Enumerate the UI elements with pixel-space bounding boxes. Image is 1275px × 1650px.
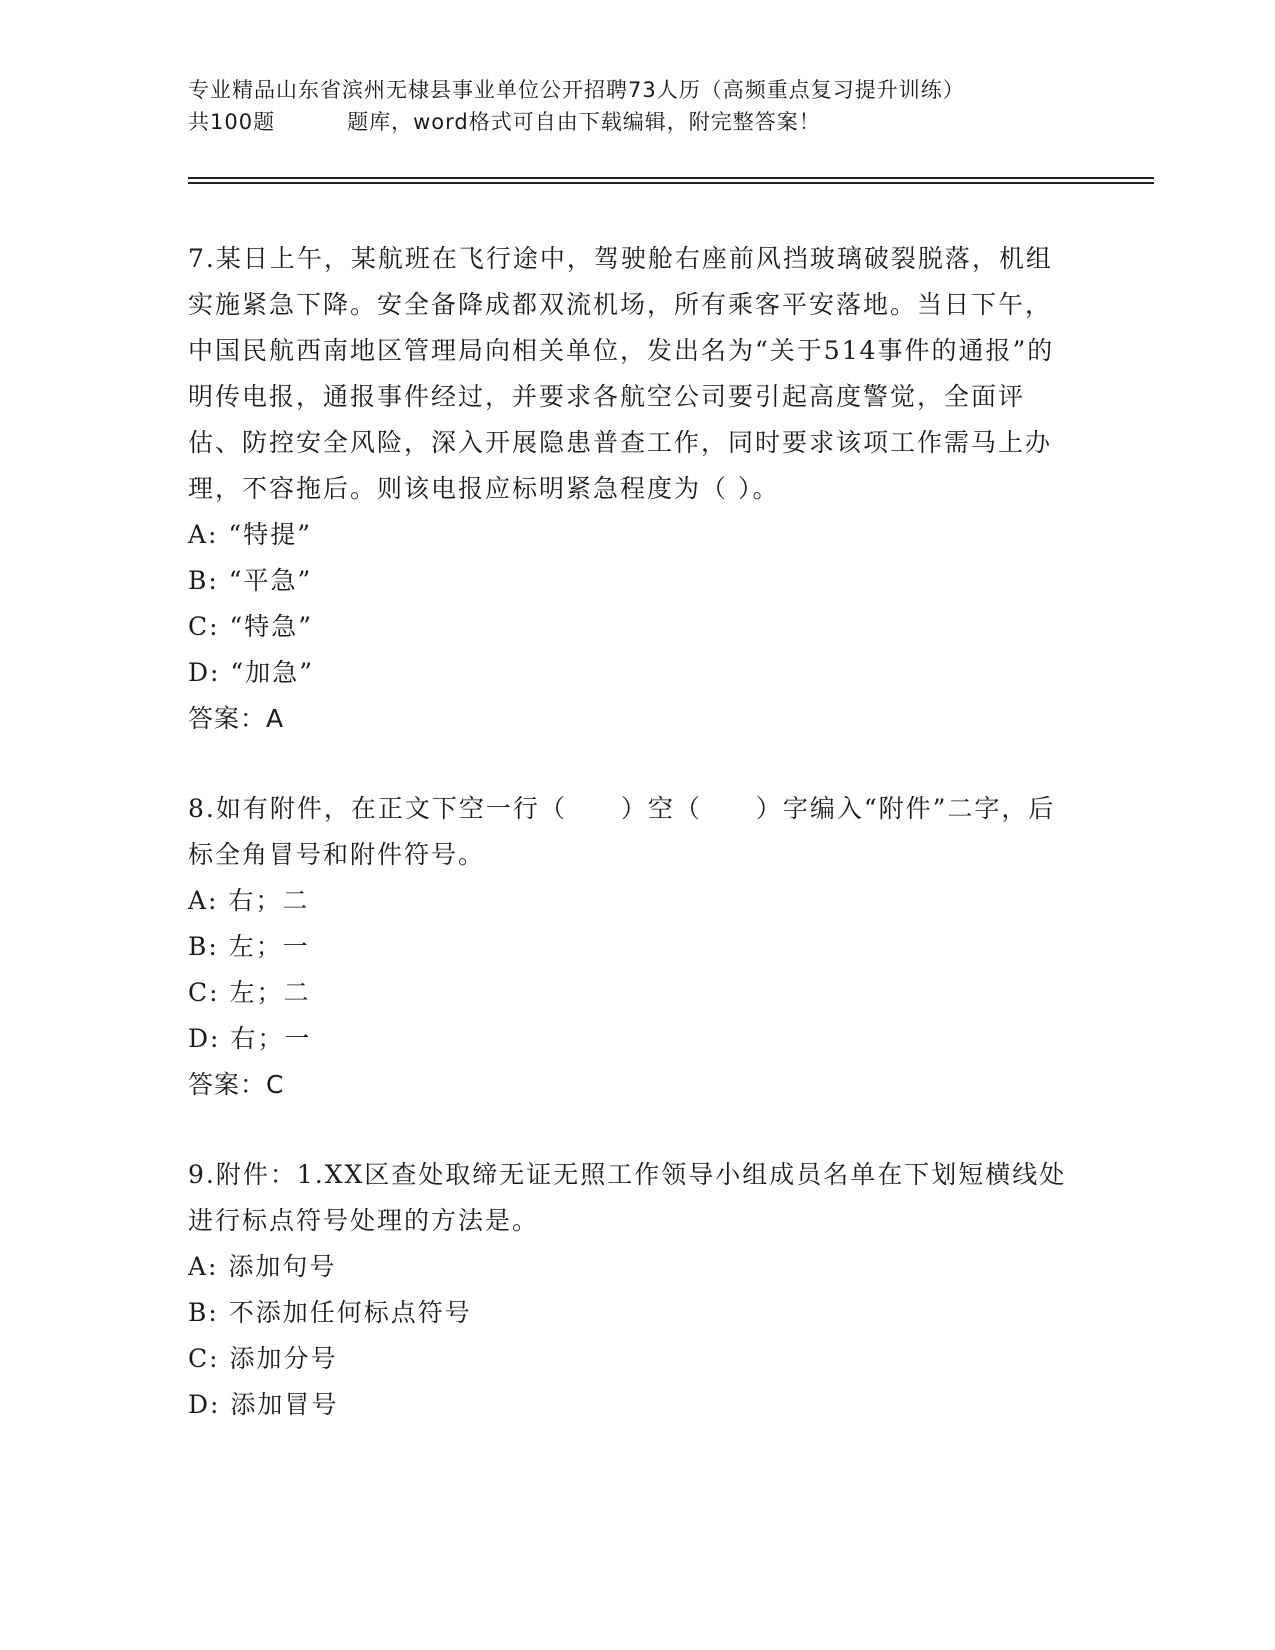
question-stem: 8.如有附件，在正文下空一行（ ）空（ ）字编入“附件”二字，后标全角冒号和附件符号。 (188, 794, 1056, 869)
header-divider-bottom (188, 182, 1154, 184)
answer-line: 答案：C (188, 1070, 285, 1099)
question-stem: 7.某日上午，某航班在飞行途中，驾驶舱右座前风挡玻璃破裂脱落，机组实施紧急下降。安全备降成都双流机场，所有乘客平安落地。当日下午，中国民航西南地区管理局向相关单位，发出名为“关于514事件的通报”的明传电报，通报事件经过，并要求各航空公司要引起高度警觉，全面评估、防控安全风险，深入开展隐患普查工作，同时要求该项工作需马上办理，不容拖后。则该电报应标明紧急程度为（ ）。 (188, 244, 1055, 503)
option-d: D: 添加冒号 (188, 1390, 339, 1419)
answer-line: 答案：A (188, 704, 285, 733)
option-b: B: “平急” (188, 566, 313, 595)
question-7 (188, 236, 1068, 742)
header-divider-top (188, 177, 1154, 179)
option-a: A: 右；二 (188, 886, 310, 915)
option-c: C: 添加分号 (188, 1344, 338, 1373)
question-stem: 9.附件：1.XX区查处取缔无证无照工作领导小组成员名单在下划短横线处进行标点符号处理的方法是。 (188, 1160, 1067, 1235)
option-c: C: “特急” (188, 612, 314, 641)
header-question-count: 共100题 (188, 110, 276, 134)
option-a: A: “特提” (188, 520, 312, 549)
question-list (188, 236, 1068, 1472)
option-d: D: 右；一 (188, 1024, 312, 1053)
option-a: A: 添加句号 (188, 1252, 337, 1281)
option-b: B: 不添加任何标点符号 (188, 1298, 472, 1327)
option-c: C: 左；二 (188, 978, 311, 1007)
document-header (188, 74, 1088, 138)
header-description: 题库，word格式可自由下载编辑，附完整答案！ (347, 110, 821, 134)
option-b: B: 左；一 (188, 932, 310, 961)
question-8 (188, 786, 1068, 1108)
header-title-line: 专业精品山东省滨州无棣县事业单位公开招聘73人历（高频重点复习提升训练） (188, 78, 965, 102)
option-d: D: “加急” (188, 658, 314, 687)
header-subtitle-line (188, 106, 1088, 138)
question-9 (188, 1152, 1068, 1428)
